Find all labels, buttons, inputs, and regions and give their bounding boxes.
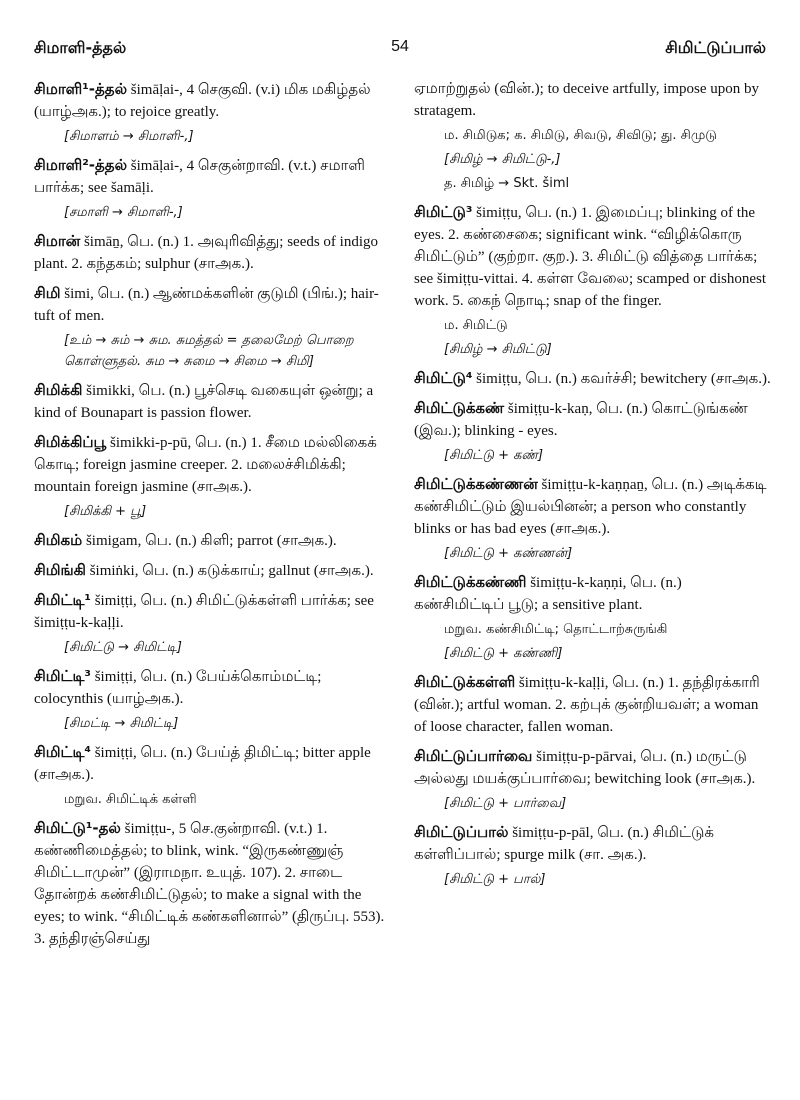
entry-headword: சிமிக்கி — [34, 381, 83, 399]
dictionary-entry — [414, 473, 772, 564]
entry-definition: šimiṭṭu, பெ. (n.) கவர்ச்சி; bewitchery (சாஅக.). — [476, 371, 771, 387]
entry-headword: சிமிட்டுப்பார்வை — [414, 747, 533, 765]
entry-definition: šimiṭṭi, பெ. (n.) பேய்க்கொம்மட்டி; colocynthis (யாழ்அக.). — [34, 669, 322, 707]
left-column — [34, 78, 392, 957]
dictionary-entry — [34, 78, 392, 147]
entry-etymology: [சிமிட்டு + கண்ணன்] — [444, 546, 573, 561]
entry-headword: சிமிட்டுக்கள்ளி — [414, 673, 516, 691]
dictionary-entry — [34, 529, 392, 552]
entry-definition: šimiṭṭu-k-kaṇṇi, பெ. (n.) கண்சிமிட்டிப் பூடு; a sensitive plant. — [414, 575, 682, 613]
entry-headword: சிமிட்டு³ — [414, 203, 473, 221]
entry-etymology: [சிமிட்டு + பால்] — [444, 872, 546, 887]
entry-definition: ஏமாற்றுதல் (வின்.); to deceive artfully, impose upon by stratagem. — [414, 81, 760, 119]
running-head-right: சிமிட்டுப்பால் — [665, 38, 766, 57]
entry-etymology: [சிமிழ் → சிமிட்டு] — [444, 342, 552, 357]
entry-headword: சிமிட்டுக்கண்ணன் — [414, 475, 538, 493]
dictionary-entry — [34, 559, 392, 582]
page-number: 54 — [391, 38, 409, 55]
entry-etymology: [உம் → சும் → சும. சுமத்தல் = தலைமேற் பொறை கொள்ளுதல். சும → சுமை → சிமை → சிமி] — [64, 333, 354, 369]
entry-headword: சிமிட்டி⁴ — [34, 743, 91, 761]
entry-headword: சிமாளி¹-த்தல் — [34, 80, 128, 98]
dictionary-entry — [34, 665, 392, 734]
entry-definition: šimiṭṭu-k-kaṇ, பெ. (n.) கொட்டுங்கண் (இவ.); blinking - eyes. — [414, 401, 748, 439]
entry-etymology: [சிமட்டி → சிமிட்டி] — [64, 716, 179, 731]
entry-headword: சிமிட்டு¹-தல் — [34, 819, 121, 837]
entry-definition: šimāḷai-, 4 செகுன்றாவி. (v.t.) சமாளி பார்க்க; see šamāḷi. — [34, 158, 365, 196]
entry-headword: சிமிட்டுக்கண் — [414, 399, 505, 417]
entry-etymology: [சிமிட்டு + கண்ணி] — [444, 646, 563, 661]
dictionary-entry — [34, 379, 392, 424]
entry-headword: சிமான் — [34, 232, 81, 250]
entry-definition: šimiṭṭu-p-pāl, பெ. (n.) சிமிட்டுக் கள்ளிப்பால்; spurge milk (சா. அக.). — [414, 825, 714, 863]
entry-etymology: [சிமிக்கி + பூ] — [64, 504, 147, 519]
entry-borrowing: த. சிமிழ் → Skt. šiml — [444, 176, 570, 191]
entry-definition: šimiṭṭu-, 5 செ.குன்றாவி. (v.t.) 1. கண்ணிமைத்தல்; to blink, wink. “இருகண்ணுஞ் சிமிட்டாமுன்” (இராமநா. உயுத். 107). 2. சாடை தோன்றக் கண்சிமிட்டுதல்; to make a signal with the eyes; to wink. “சிமிட்டிக் கண்களினால்” (திருப்பு. 553). 3. தந்திரஞ்செய்து — [34, 821, 385, 947]
entry-definition: šimiṅki, பெ. (n.) கடுக்காய்; gallnut (சாஅக.). — [89, 563, 374, 579]
entry-headword: சிமிட்டி¹ — [34, 591, 91, 609]
dictionary-entry — [414, 367, 772, 390]
entry-definition: šimāṉ, பெ. (n.) 1. அவுரிவித்து; seeds of indigo plant. 2. கந்தகம்; sulphur (சாஅக.). — [34, 234, 379, 272]
entry-headword: சிமிகம் — [34, 531, 83, 549]
entry-definition: šimāḷai-, 4 செகுவி. (v.i) மிக மகிழ்தல் (யாழ்அக.); to rejoice greatly. — [34, 82, 371, 120]
dictionary-entry — [34, 154, 392, 223]
dictionary-entry — [414, 201, 772, 360]
entry-definition: šimikki, பெ. (n.) பூச்செடி வகையுள் ஒன்று; a kind of Bounapart is passion flower. — [34, 383, 374, 421]
dictionary-entry — [34, 741, 392, 810]
entry-cognates: ம. சிமிடுக; க. சிமிடு, சிவடு, சிவிடு; து. சிமுடு — [444, 128, 717, 143]
entry-definition: šimiṭṭu-p-pārvai, பெ. (n.) மருட்டு அல்லது மயக்குப்பார்வை; bewitching look (சாஅக.). — [414, 749, 756, 787]
entry-headword: சிமி — [34, 284, 61, 302]
dictionary-entry — [34, 431, 392, 522]
entry-definition: šimiṭṭu-k-kaṇṇaṉ, பெ. (n.) அடிக்கடி கண்சிமிட்டும் இயல்பினன்; a person who constantly blinks or has bad eyes (சாஅக.). — [414, 477, 767, 537]
entry-definition: šimiṭṭi, பெ. (n.) சிமிட்டுக்கள்ளி பார்க்க; see šimiṭṭu-k-kaḷḷi. — [34, 593, 374, 631]
running-head-left: சிமாளி-த்தல் — [34, 38, 127, 57]
entry-definition: šimiṭṭu, பெ. (n.) 1. இமைப்பு; blinking of the eyes. 2. கண்சைகை; significant wink. “விழிக்கொரு சிமிட்டும்” (குற்றா. குற.). 3. சிமிட்டு வித்தை பார்க்க; see šimiṭṭu-vittai. 4. கள்ள வேலை; scamped or dishonest work. 5. கைந் நொடி; snap of the finger. — [414, 205, 767, 309]
entry-etymology: [சமாளி → சிமாளி-,] — [64, 205, 183, 220]
right-column — [414, 78, 772, 897]
entry-headword: சிமிட்டுப்பால் — [414, 823, 509, 841]
dictionary-entry — [34, 230, 392, 275]
dictionary-entry — [414, 671, 772, 738]
dictionary-entry — [414, 821, 772, 890]
entry-cognates: மறுவ. சிமிட்டிக் கள்ளி — [64, 792, 197, 807]
entry-etymology: [சிமிட்டு + பார்வை] — [444, 796, 567, 811]
entry-headword: சிமிட்டி³ — [34, 667, 91, 685]
entry-definition: šimikki-p-pū, பெ. (n.) 1. சீமை மல்லிகைக் கொடி; foreign jasmine creeper. 2. மலைச்சிமிக்கி; mountain foreign jasmine (சாஅக.). — [34, 435, 377, 495]
entry-headword: சிமிக்கிப்பூ — [34, 433, 107, 451]
entry-etymology: [சிமிட்டு → சிமிட்டி] — [64, 640, 182, 655]
dictionary-entry — [414, 78, 772, 194]
entry-headword: சிமிங்கி — [34, 561, 86, 579]
dictionary-entry — [34, 282, 392, 372]
entry-headword: சிமிட்டு⁴ — [414, 369, 473, 387]
entry-cognates: ம. சிமிட்டு — [444, 318, 508, 333]
dictionary-entry — [414, 571, 772, 664]
entry-headword: சிமிட்டுக்கண்ணி — [414, 573, 527, 591]
dictionary-entry — [414, 397, 772, 466]
dictionary-entry — [34, 817, 392, 950]
entry-etymology: [சிமிழ் → சிமிட்டு-,] — [444, 152, 561, 167]
entry-cognates: மறுவ. கண்சிமிட்டி; தொட்டாற்சுருங்கி — [444, 622, 668, 637]
entry-etymology: [சிமிட்டு + கண்] — [444, 448, 544, 463]
entry-etymology: [சிமாளம் → சிமாளி-,] — [64, 129, 194, 144]
entry-headword: சிமாளி²-த்தல் — [34, 156, 128, 174]
entry-definition: šimiṭṭu-k-kaḷḷi, பெ. (n.) 1. தந்திரக்காரி (வின்.); artful woman. 2. கற்புக் குன்றியவள்; a woman of loose character, fallen woman. — [414, 675, 760, 735]
entry-definition: šimiṭṭi, பெ. (n.) பேய்த் திமிட்டி; bitter apple (சாஅக.). — [34, 745, 371, 783]
dictionary-entry — [414, 745, 772, 814]
dictionary-entry — [34, 589, 392, 658]
entry-definition: šimi, பெ. (n.) ஆண்மக்களின் குடுமி (பிங்.); hair-tuft of men. — [34, 286, 379, 324]
entry-definition: šimigam, பெ. (n.) கிளி; parrot (சாஅக.). — [85, 533, 337, 549]
